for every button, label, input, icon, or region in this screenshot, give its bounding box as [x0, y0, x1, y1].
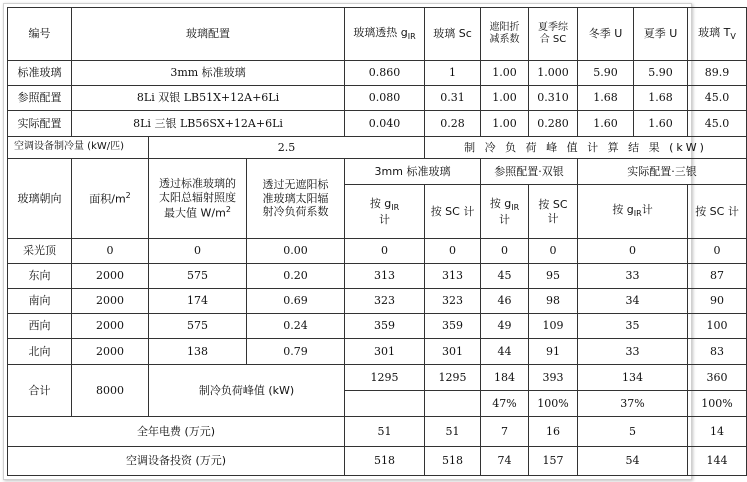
total-ref-gir: 184 — [481, 365, 529, 391]
orientation-area: 2000 — [72, 339, 149, 365]
header-ref-by-gir: 按 $g_{IR}$ 计 — [481, 185, 529, 239]
group-actual-config: 实际配置·三银 — [578, 159, 747, 185]
orientation-area: 2000 — [72, 264, 149, 289]
glass-summer-u: 5.90 — [634, 61, 688, 86]
std-sc-value: 359 — [425, 314, 481, 339]
glass-gir: 0.860 — [345, 61, 425, 86]
orientation-coefficient: 0.24 — [247, 314, 345, 339]
orientation-label: 采光顶 — [8, 239, 72, 264]
orientation-area: 2000 — [72, 314, 149, 339]
header-gir: 玻璃透热 $g_{IR}$ — [345, 8, 425, 61]
glass-summer-sc: 1.000 — [529, 61, 578, 86]
std-sc-value: 0 — [425, 239, 481, 264]
glass-row — [8, 61, 747, 86]
orientation-row — [8, 264, 747, 289]
glass-row — [8, 86, 747, 111]
electricity-row — [8, 417, 747, 447]
glass-shade: 1.00 — [481, 111, 529, 137]
ref-sc-value: 0 — [529, 239, 578, 264]
act-sc-value: 83 — [688, 339, 747, 365]
orientation-radiation: 575 — [149, 314, 247, 339]
orientation-radiation: 174 — [149, 289, 247, 314]
pct-act-gir: 37% — [578, 391, 688, 417]
orientation-label: 西向 — [8, 314, 72, 339]
act-gir-value: 33 — [578, 264, 688, 289]
glass-winter-u: 1.68 — [578, 86, 634, 111]
electricity-std-sc: 51 — [425, 417, 481, 447]
result-title: 制 冷 负 荷 峰 值 计 算 结 果 (kW) — [425, 137, 747, 159]
orientation-label: 东向 — [8, 264, 72, 289]
investment-ref-sc: 157 — [529, 447, 578, 476]
std-gir-value: 313 — [345, 264, 425, 289]
std-sc-value: 323 — [425, 289, 481, 314]
electricity-ref-sc: 16 — [529, 417, 578, 447]
pct-std-sc-empty — [425, 391, 481, 417]
orientation-area: 0 — [72, 239, 149, 264]
header-orientation: 玻璃朝向 — [8, 159, 72, 239]
electricity-std-gir: 51 — [345, 417, 425, 447]
act-sc-value: 100 — [688, 314, 747, 339]
orientation-label: 北向 — [8, 339, 72, 365]
ref-sc-value: 95 — [529, 264, 578, 289]
header-area: 面积$/m^2$ — [72, 159, 149, 239]
std-gir-value: 0 — [345, 239, 425, 264]
pct-ref-gir: 47% — [481, 391, 529, 417]
std-gir-value: 359 — [345, 314, 425, 339]
total-peak-label: 制冷负荷峰值 (kW) — [149, 365, 345, 417]
investment-act-sc: 144 — [688, 447, 747, 476]
glass-row — [8, 111, 747, 137]
group-standard-glass: 3mm 标准玻璃 — [345, 159, 481, 185]
total-row — [8, 365, 747, 391]
pct-ref-sc: 100% — [529, 391, 578, 417]
std-sc-value: 301 — [425, 339, 481, 365]
glass-winter-u: 5.90 — [578, 61, 634, 86]
pct-std-gir-empty — [345, 391, 425, 417]
total-area: 8000 — [72, 365, 149, 417]
orientation-label: 南向 — [8, 289, 72, 314]
header-load-coefficient: 透过无遮阳标 准玻璃太阳辐 射冷负荷系数 — [247, 159, 345, 239]
glass-comparison-table — [7, 7, 747, 476]
header-shade: 遮阳折 减系数 — [481, 8, 529, 61]
std-gir-value: 301 — [345, 339, 425, 365]
glass-sc: 0.28 — [425, 111, 481, 137]
glass-gir: 0.080 — [345, 86, 425, 111]
sub-header-row — [8, 159, 747, 185]
ref-gir-value: 45 — [481, 264, 529, 289]
total-act-gir: 134 — [578, 365, 688, 391]
total-std-gir: 1295 — [345, 365, 425, 391]
act-sc-value: 0 — [688, 239, 747, 264]
orientation-row — [8, 289, 747, 314]
total-std-sc: 1295 — [425, 365, 481, 391]
header-winter-u: 冬季 U — [578, 8, 634, 61]
header-max-radiation: 透过标准玻璃的 太阳总辐射照度 最大值 $W/m^2$ — [149, 159, 247, 239]
investment-ref-gir: 74 — [481, 447, 529, 476]
act-sc-value: 87 — [688, 264, 747, 289]
glass-id: 实际配置 — [8, 111, 72, 137]
glass-winter-u: 1.60 — [578, 111, 634, 137]
glass-summer-u: 1.68 — [634, 86, 688, 111]
act-sc-value: 90 — [688, 289, 747, 314]
investment-std-sc: 518 — [425, 447, 481, 476]
header-std-by-sc: 按 SC 计 — [425, 185, 481, 239]
ref-gir-value: 0 — [481, 239, 529, 264]
glass-summer-sc: 0.310 — [529, 86, 578, 111]
header-summer-u: 夏季 U — [634, 8, 688, 61]
investment-std-gir: 518 — [345, 447, 425, 476]
pct-act-sc: 100% — [688, 391, 747, 417]
orientation-coefficient: 0.79 — [247, 339, 345, 365]
act-gir-value: 35 — [578, 314, 688, 339]
header-sc: 玻璃 Sc — [425, 8, 481, 61]
orientation-coefficient: 0.00 — [247, 239, 345, 264]
ref-gir-value: 44 — [481, 339, 529, 365]
cooling-value: 2.5 — [149, 137, 425, 159]
total-act-sc: 360 — [688, 365, 747, 391]
header-tv: 玻璃 $T_V$ — [688, 8, 747, 61]
std-gir-value: 323 — [345, 289, 425, 314]
act-gir-value: 0 — [578, 239, 688, 264]
glass-config: 8Li 双银 LB51X+12A+6Li — [72, 86, 345, 111]
electricity-act-sc: 14 — [688, 417, 747, 447]
header-summer-sc: 夏季综 合 SC — [529, 8, 578, 61]
investment-row — [8, 447, 747, 476]
ref-sc-value: 91 — [529, 339, 578, 365]
orientation-coefficient: 0.69 — [247, 289, 345, 314]
act-gir-value: 33 — [578, 339, 688, 365]
glass-config: 8Li 三银 LB56SX+12A+6Li — [72, 111, 345, 137]
electricity-ref-gir: 7 — [481, 417, 529, 447]
glass-summer-sc: 0.280 — [529, 111, 578, 137]
total-ref-sc: 393 — [529, 365, 578, 391]
glass-id: 标准玻璃 — [8, 61, 72, 86]
header-act-by-gir: 按 $g_{IR}$计 — [578, 185, 688, 239]
glass-tv: 45.0 — [688, 111, 747, 137]
header-std-by-gir: 按 $g_{IR}$ 计 — [345, 185, 425, 239]
orientation-area: 2000 — [72, 289, 149, 314]
orientation-row — [8, 314, 747, 339]
ref-sc-value: 109 — [529, 314, 578, 339]
orientation-radiation: 575 — [149, 264, 247, 289]
glass-header-row — [8, 8, 747, 61]
header-id: 编号 — [8, 8, 72, 61]
orientation-coefficient: 0.20 — [247, 264, 345, 289]
total-label: 合计 — [8, 365, 72, 417]
glass-id: 参照配置 — [8, 86, 72, 111]
electricity-act-gir: 5 — [578, 417, 688, 447]
std-sc-value: 313 — [425, 264, 481, 289]
investment-label: 空调设备投资 (万元) — [8, 447, 345, 476]
cooling-label: 空调设备制冷量 (kW/匹) — [8, 137, 149, 159]
orientation-radiation: 138 — [149, 339, 247, 365]
ref-gir-value: 49 — [481, 314, 529, 339]
header-config: 玻璃配置 — [72, 8, 345, 61]
glass-gir: 0.040 — [345, 111, 425, 137]
glass-tv: 45.0 — [688, 86, 747, 111]
group-reference-config: 参照配置·双银 — [481, 159, 578, 185]
ref-gir-value: 46 — [481, 289, 529, 314]
glass-sc: 1 — [425, 61, 481, 86]
header-act-by-sc: 按 SC 计 — [688, 185, 747, 239]
investment-act-gir: 54 — [578, 447, 688, 476]
header-ref-by-sc: 按 SC 计 — [529, 185, 578, 239]
orientation-radiation: 0 — [149, 239, 247, 264]
cooling-row — [8, 137, 747, 159]
glass-sc: 0.31 — [425, 86, 481, 111]
glass-summer-u: 1.60 — [634, 111, 688, 137]
glass-shade: 1.00 — [481, 61, 529, 86]
electricity-label: 全年电费 (万元) — [8, 417, 345, 447]
orientation-row — [8, 239, 747, 264]
orientation-row — [8, 339, 747, 365]
glass-tv: 89.9 — [688, 61, 747, 86]
ref-sc-value: 98 — [529, 289, 578, 314]
act-gir-value: 34 — [578, 289, 688, 314]
glass-shade: 1.00 — [481, 86, 529, 111]
glass-config: 3mm 标准玻璃 — [72, 61, 345, 86]
